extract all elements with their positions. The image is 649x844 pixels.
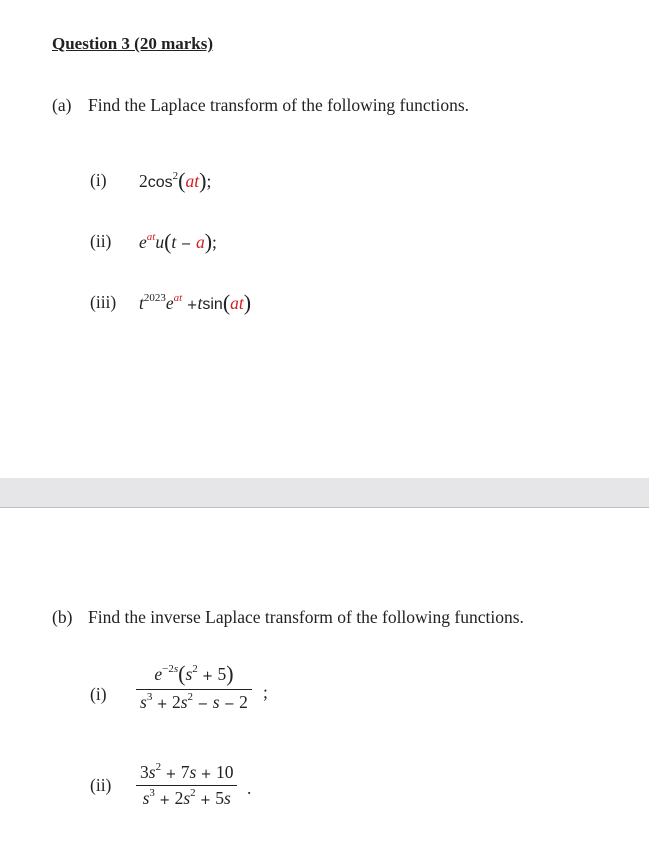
part-a-item-iii-expression: $t^{2023}e^{at} +tsin(at)$ <box>139 290 252 315</box>
part-a-item-iii-label: (iii) <box>90 292 117 312</box>
part-a-item-i-label: (i) <box>90 170 107 190</box>
part-b-instruction: Find the inverse Laplace transform of the following functions. <box>88 607 524 627</box>
part-b-item-ii-numerator: $3s^2 + 7s + 10$ <box>140 761 234 782</box>
part-b-item-i-numerator: $e^{-2s}(s^2 + 5)$ <box>154 661 234 686</box>
part-b-item-ii-label: (ii) <box>90 775 112 795</box>
question-title: Question 3 (20 marks) <box>52 34 214 53</box>
part-b-item-ii-fraction-bar <box>136 785 237 786</box>
page-divider <box>0 478 649 508</box>
part-b-item-i-semicolon: ; <box>263 682 268 702</box>
part-a-item-ii-expression: $e^{at}u(t - a)$; <box>139 229 217 254</box>
part-b-item-i-fraction-bar <box>136 689 252 690</box>
part-b-label: (b) <box>52 607 73 627</box>
part-b-item-i-label: (i) <box>90 684 107 704</box>
part-a-instruction: Find the Laplace transform of the following functions. <box>88 95 470 115</box>
part-b-item-ii-fraction <box>136 761 237 809</box>
part-b-item-ii-denominator: $s^3 + 2s^2 + 5s$ <box>142 787 231 808</box>
part-a-label: (a) <box>52 95 72 115</box>
part-b-item-i-fraction <box>136 661 252 713</box>
part-a-item-ii-label: (ii) <box>90 231 112 251</box>
part-a-item-i-expression: $2\cos^2(at)$; <box>139 168 212 193</box>
part-b-item-ii-period: . <box>247 778 252 798</box>
part-b-item-i-denominator: $s^3 + 2s^2 - s - 2$ <box>140 691 248 712</box>
